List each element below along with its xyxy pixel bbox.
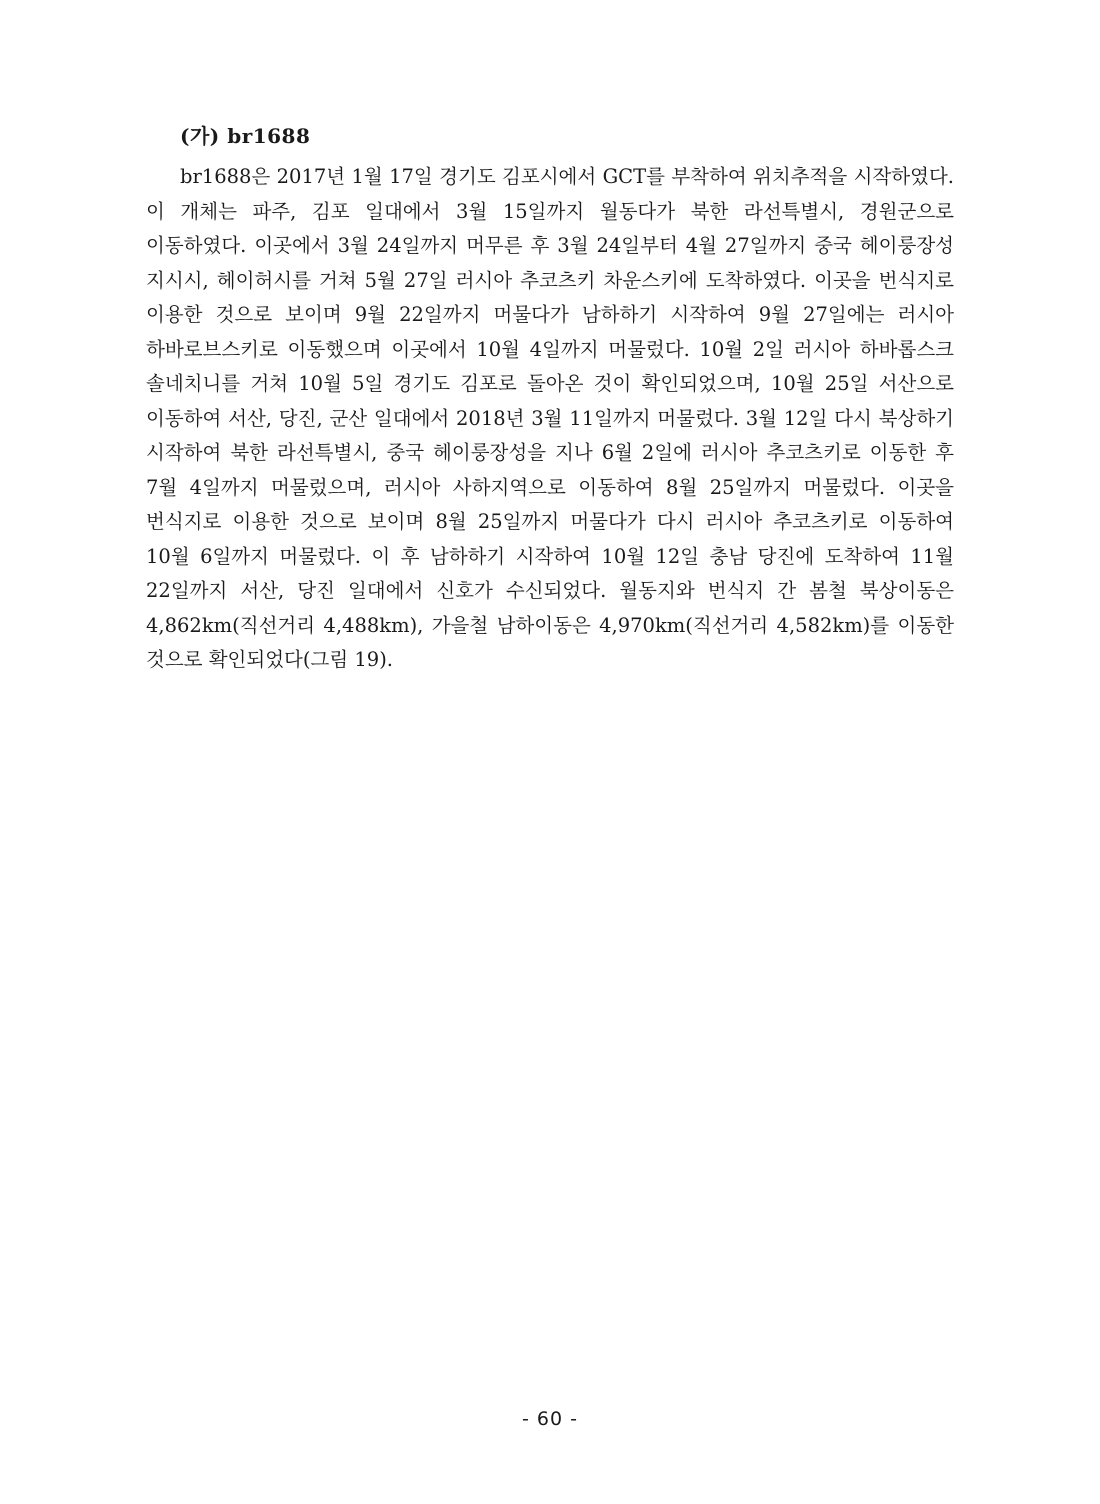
section-heading: (가) br1688 bbox=[180, 124, 311, 148]
body-paragraph: br1688은 2017년 1월 17일 경기도 김포시에서 GCT를 부착하여 위치추적을 시작하였다. 이 개체는 파주, 김포 일대에서 3월 15일까지 월동다가 북한 라선특별시, 경원군으로 이동하였다. 이곳에서 3월 24일까지 머무른 후 3월 24일부터 4월 27일까지 중국 헤이룽장성 지시시, 헤이허시를 거쳐 5월 27일 러시아 추코츠키 차운스키에 도착하였다. 이곳을 번식지로 이용한 것으로 보이며 9월 22일까지 머물다가 남하하기 시작하여 9월 27일에는 러시아 하바로브스키로 이동했으며 이곳에서 10월 4일까지 머물렀다. 10월 2일 러시아 하바롭스크 솔네치니를 거쳐 10월 5일 경기도 김포로 돌아온 것이 확인되었으며, 10월 25일 서산으로 이동하여 서산, 당진, 군산 일대에서 2018년 3월 11일까지 머물렀다. 3월 12일 다시 북상하기 시작하여 북한 라선특별시, 중국 헤이룽장성을 지나 6월 2일에 러시아 추코츠키로 이동한 후 7월 4일까지 머물렀으며, 러시아 사하지역으로 이동하여 8월 25일까지 머물렀다. 이곳을 번식지로 이용한 것으로 보이며 8월 25일까지 머물다가 다시 러시아 추코츠키로 이동하여 10월 6일까지 머물렀다. 이 후 남하하기 시작하여 10월 12일 충남 당진에 도착하여 11월 22일까지 서산, 당진 일대에서 신호가 수신되었다. 월동지와 번식지 간 봄철 북상이동은 4,862km(직선거리 4,488km), 가을철 남하이동은 4,970km(직선거리 4,582km)를 이동한 것으로 확인되었다(그림 19). bbox=[146, 165, 954, 671]
page-number: - 60 - bbox=[522, 1408, 578, 1430]
